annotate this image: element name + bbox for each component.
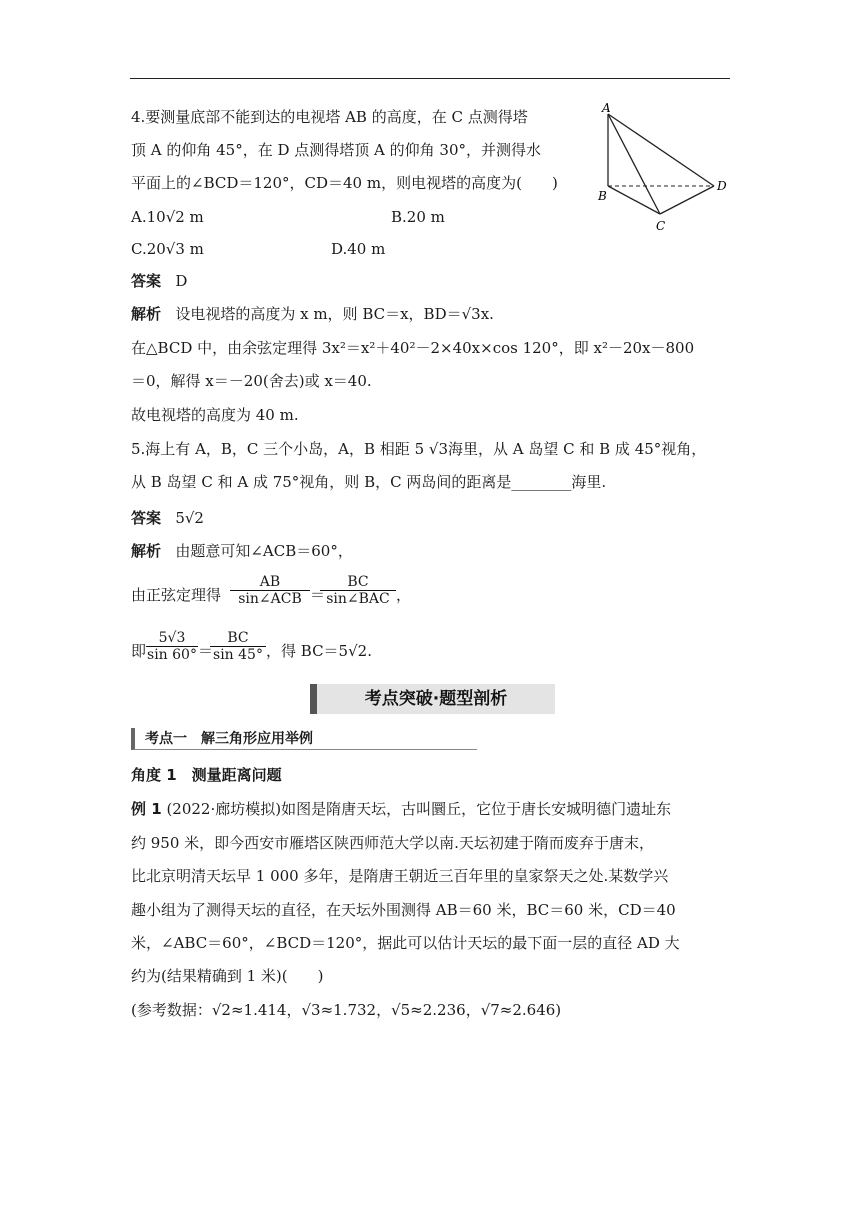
answer-value: 5√2 (175, 509, 204, 527)
q4-option-b: B.20 m (391, 208, 445, 226)
fraction-numerator: BC (210, 630, 266, 647)
figure-label-d: D (717, 179, 727, 193)
figure-label-b: B (598, 189, 607, 203)
fraction-numerator: BC (320, 574, 396, 591)
q4-line-1: 4.要测量底部不能到达的电视塔 AB 的高度，在 C 点测得塔 (131, 108, 528, 126)
fraction-denominator: sin 45° (213, 647, 263, 663)
figure-label-a: A (602, 101, 611, 115)
q4-line-2: 顶 A 的仰角 45°，在 D 点测得塔顶 A 的仰角 30°，并测得水 (131, 141, 542, 159)
fraction-numerator: 5√3 (146, 630, 198, 647)
header-rule (130, 78, 730, 79)
q4-answer (131, 270, 187, 292)
example-line-3: 比北京明清天坛早 1 000 多年，是隋唐王朝近三百年里的皇家祭天之处.某数学兴 (131, 867, 669, 885)
q4-analysis (131, 303, 494, 325)
result-suffix: ，得 BC＝5√2. (266, 642, 372, 660)
example-line-1 (131, 798, 671, 820)
tower-figure (596, 100, 730, 236)
equals-sign: ＝ (198, 642, 214, 660)
example-line-5: 米，∠ABC＝60°，∠BCD＝120°，据此可以估计天坛的最下面一层的直径 AD 大 (131, 934, 680, 952)
q4-line-3: 平面上的∠BCD＝120°，CD＝40 m，则电视塔的高度为( ) (131, 174, 558, 192)
equals-sign: ＝ (310, 586, 326, 604)
q4-option-d: D.40 m (331, 240, 386, 258)
example-line-4: 趣小组为了测得天坛的直径，在天坛外围测得 AB＝60 米，BC＝60 米，CD＝40 (131, 901, 676, 919)
analysis-label: 解析 (131, 305, 162, 323)
analysis-text: 由题意可知∠ACB＝60°， (175, 542, 353, 560)
q5-line-1: 5.海上有 A，B，C 三个小岛，A，B 相距 5 √3海里，从 A 岛望 C 和 B 成 45°视角， (131, 440, 707, 458)
answer-label: 答案 (131, 272, 162, 290)
fraction-bc-sin45 (210, 630, 266, 663)
fraction-bc (320, 574, 396, 607)
analysis-label: 解析 (131, 542, 162, 560)
figure-label-c: C (656, 219, 666, 233)
fraction-denominator: sin∠ACB (238, 591, 302, 607)
fraction-denominator: sin∠BAC (326, 591, 390, 607)
comma: ， (396, 586, 412, 604)
fraction-denominator: sin 60° (147, 647, 197, 663)
q4-analysis-4: 故电视塔的高度为 40 m. (131, 406, 299, 424)
example-line-2: 约 950 米，即今西安市雁塔区陕西师范大学以南.天坛初建于隋而废弃于唐末， (131, 834, 654, 852)
fraction-ab (230, 574, 310, 607)
q4-analysis-2: 在△BCD 中，由余弦定理得 3x²＝x²＋40²－2×40x×cos 120°，即 x²－20x－800 (131, 339, 695, 357)
analysis-text: 设电视塔的高度为 x m，则 BC＝x，BD＝√3x. (175, 305, 494, 323)
fraction-numerator: AB (230, 574, 310, 591)
section-banner: 考点突破·题型剖析 (310, 684, 555, 714)
q5-answer (131, 507, 204, 529)
example-text: (2022·廊坊模拟)如图是隋唐天坛，古叫圜丘，它位于唐长安城明德门遗址东 (161, 800, 672, 818)
q5-line-2: 从 B 岛望 C 和 A 成 75°视角，则 B，C 两岛间的距离是________海里. (131, 473, 607, 491)
q4-analysis-3: ＝0，解得 x＝－20(舍去)或 x＝40. (131, 372, 372, 390)
example-line-6: 约为(结果精确到 1 米)( ) (131, 967, 324, 985)
q4-option-a: A.10√2 m (131, 208, 204, 226)
angle-heading: 角度 1 测量距离问题 (131, 766, 282, 784)
q4-option-c: C.20√3 m (131, 240, 204, 258)
result-prefix: 即 (131, 642, 147, 660)
example-label: 例 1 (131, 800, 162, 818)
q5-analysis (131, 540, 353, 562)
fraction-5root3 (146, 630, 198, 663)
answer-value: D (175, 272, 188, 290)
sine-law-prefix: 由正弦定理得 (131, 586, 222, 604)
example-line-7: (参考数据：√2≈1.414，√3≈1.732，√5≈2.236，√7≈2.646) (131, 1001, 562, 1019)
answer-label: 答案 (131, 509, 162, 527)
section-subhead: 考点一 解三角形应用举例 (131, 728, 477, 750)
